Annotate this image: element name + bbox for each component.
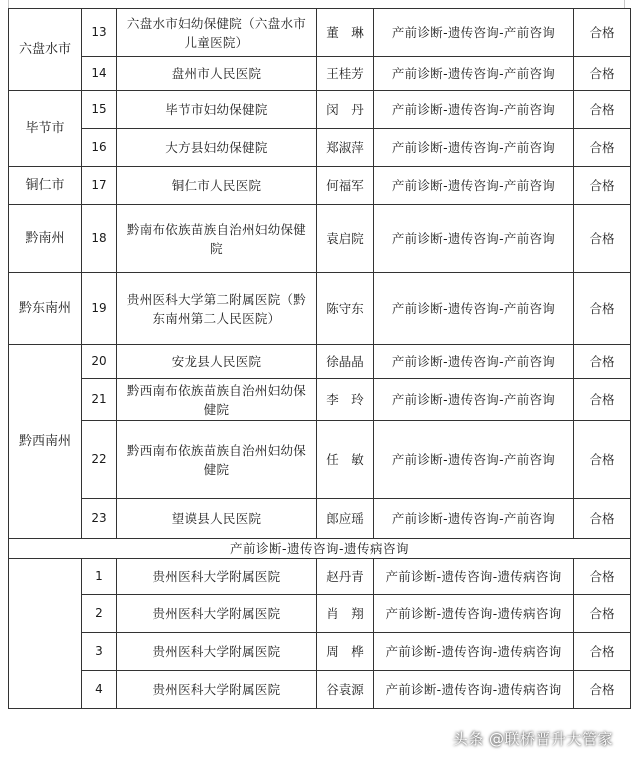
result-cell: 合格 xyxy=(574,671,631,709)
row-number: 23 xyxy=(82,499,117,539)
person-name: 李 玲 xyxy=(317,379,374,421)
table-row xyxy=(9,57,631,91)
service-scope: 产前诊断-遗传咨询-产前咨询 xyxy=(374,499,574,539)
result-cell: 合格 xyxy=(574,9,631,57)
person-name: 徐晶晶 xyxy=(317,345,374,379)
result-cell: 合格 xyxy=(574,205,631,273)
service-scope: 产前诊断-遗传咨询-产前咨询 xyxy=(374,273,574,345)
service-scope: 产前诊断-遗传咨询-遗传病咨询 xyxy=(374,671,574,709)
service-scope: 产前诊断-遗传咨询-产前咨询 xyxy=(374,345,574,379)
row-number: 1 xyxy=(82,559,117,595)
service-scope: 产前诊断-遗传咨询-产前咨询 xyxy=(374,57,574,91)
row-number: 2 xyxy=(82,595,117,633)
row-number: 3 xyxy=(82,633,117,671)
service-scope: 产前诊断-遗传咨询-产前咨询 xyxy=(374,91,574,129)
person-name: 董 琳 xyxy=(317,9,374,57)
table-row xyxy=(9,167,631,205)
person-name: 何福军 xyxy=(317,167,374,205)
result-cell: 合格 xyxy=(574,57,631,91)
table-row xyxy=(9,9,631,57)
row-number: 15 xyxy=(82,91,117,129)
service-scope: 产前诊断-遗传咨询-遗传病咨询 xyxy=(374,595,574,633)
table-row xyxy=(9,129,631,167)
table-row xyxy=(9,671,631,709)
table-row xyxy=(9,633,631,671)
hospital-name: 大方县妇幼保健院 xyxy=(117,129,317,167)
region-cell xyxy=(9,559,82,709)
person-name: 郑淑萍 xyxy=(317,129,374,167)
hospital-name: 安龙县人民医院 xyxy=(117,345,317,379)
row-number: 13 xyxy=(82,9,117,57)
hospital-name: 贵州医科大学附属医院 xyxy=(117,595,317,633)
result-cell: 合格 xyxy=(574,345,631,379)
row-number: 21 xyxy=(82,379,117,421)
person-name: 周 桦 xyxy=(317,633,374,671)
person-name: 袁启院 xyxy=(317,205,374,273)
person-name: 闵 丹 xyxy=(317,91,374,129)
table-row xyxy=(9,499,631,539)
region-cell: 黔西南州 xyxy=(9,345,82,539)
hospital-name: 六盘水市妇幼保健院（六盘水市儿童医院） xyxy=(117,9,317,57)
result-cell: 合格 xyxy=(574,273,631,345)
row-number: 18 xyxy=(82,205,117,273)
region-cell: 铜仁市 xyxy=(9,167,82,205)
row-number: 14 xyxy=(82,57,117,91)
region-cell: 黔东南州 xyxy=(9,273,82,345)
hospital-name: 黔西南布依族苗族自治州妇幼保健院 xyxy=(117,421,317,499)
row-number: 17 xyxy=(82,167,117,205)
result-cell: 合格 xyxy=(574,167,631,205)
hospital-name: 贵州医科大学附属医院 xyxy=(117,559,317,595)
row-number: 19 xyxy=(82,273,117,345)
table-row xyxy=(9,205,631,273)
hospital-name: 贵州医科大学附属医院 xyxy=(117,671,317,709)
person-name: 王桂芳 xyxy=(317,57,374,91)
region-cell: 黔南州 xyxy=(9,205,82,273)
hospital-name: 盘州市人民医院 xyxy=(117,57,317,91)
person-name: 任 敏 xyxy=(317,421,374,499)
table-row xyxy=(9,273,631,345)
result-cell: 合格 xyxy=(574,129,631,167)
table-row xyxy=(9,345,631,379)
person-name: 赵丹青 xyxy=(317,559,374,595)
service-scope: 产前诊断-遗传咨询-产前咨询 xyxy=(374,205,574,273)
result-cell: 合格 xyxy=(574,379,631,421)
row-number: 22 xyxy=(82,421,117,499)
person-name: 谷袁源 xyxy=(317,671,374,709)
hospital-name: 贵州医科大学附属医院 xyxy=(117,633,317,671)
table-row xyxy=(9,559,631,595)
section-banner: 产前诊断-遗传咨询-遗传病咨询 xyxy=(9,539,631,559)
result-cell: 合格 xyxy=(574,595,631,633)
row-number: 16 xyxy=(82,129,117,167)
table-row xyxy=(9,595,631,633)
hospital-name: 望谟县人民医院 xyxy=(117,499,317,539)
hospital-name: 铜仁市人民医院 xyxy=(117,167,317,205)
page-corner-mark-right xyxy=(624,0,625,8)
row-number: 20 xyxy=(82,345,117,379)
service-scope: 产前诊断-遗传咨询-产前咨询 xyxy=(374,379,574,421)
service-scope: 产前诊断-遗传咨询-产前咨询 xyxy=(374,129,574,167)
result-cell: 合格 xyxy=(574,421,631,499)
service-scope: 产前诊断-遗传咨询-产前咨询 xyxy=(374,167,574,205)
result-cell: 合格 xyxy=(574,499,631,539)
watermark: 头条 @联桥晋升大管家 xyxy=(452,730,613,748)
table-row xyxy=(9,379,631,421)
person-name: 陈守东 xyxy=(317,273,374,345)
person-name: 郎应瑶 xyxy=(317,499,374,539)
service-scope: 产前诊断-遗传咨询-产前咨询 xyxy=(374,9,574,57)
person-name: 肖 翔 xyxy=(317,595,374,633)
registration-table xyxy=(8,8,631,709)
service-scope: 产前诊断-遗传咨询-产前咨询 xyxy=(374,421,574,499)
table-row xyxy=(9,421,631,499)
hospital-name: 黔西南布依族苗族自治州妇幼保健院 xyxy=(117,379,317,421)
row-number: 4 xyxy=(82,671,117,709)
page-corner-mark-left xyxy=(8,0,9,8)
table-row xyxy=(9,91,631,129)
region-cell: 六盘水市 xyxy=(9,9,82,91)
service-scope: 产前诊断-遗传咨询-遗传病咨询 xyxy=(374,559,574,595)
service-scope: 产前诊断-遗传咨询-遗传病咨询 xyxy=(374,633,574,671)
hospital-name: 黔南布依族苗族自治州妇幼保健院 xyxy=(117,205,317,273)
hospital-name: 毕节市妇幼保健院 xyxy=(117,91,317,129)
result-cell: 合格 xyxy=(574,633,631,671)
section-banner-row xyxy=(9,539,631,559)
region-cell: 毕节市 xyxy=(9,91,82,167)
hospital-name: 贵州医科大学第二附属医院（黔东南州第二人民医院） xyxy=(117,273,317,345)
result-cell: 合格 xyxy=(574,91,631,129)
result-cell: 合格 xyxy=(574,559,631,595)
